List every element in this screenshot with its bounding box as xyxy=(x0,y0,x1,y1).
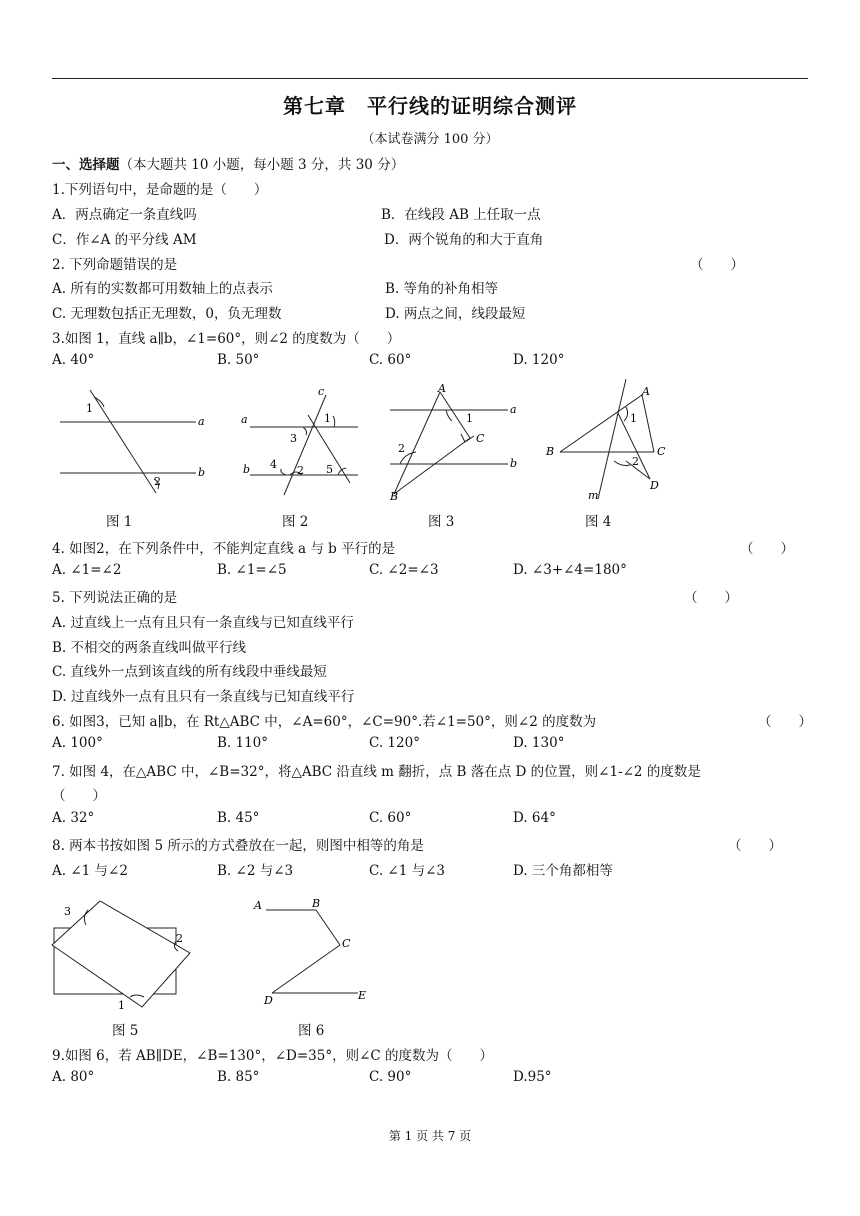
question-7-option-b: B. 45° xyxy=(217,810,260,826)
fig3-label-b: b xyxy=(510,457,518,470)
fig4-label-A: A xyxy=(642,385,650,398)
figure-6 xyxy=(248,895,378,1015)
question-4-option-d: D. ∠3+∠4=180° xyxy=(513,562,627,578)
figure-1 xyxy=(56,385,216,500)
fig2-label-5: 5 xyxy=(326,463,333,476)
question-3-option-a: A. 40° xyxy=(52,352,95,368)
figure-6-caption: 图 6 xyxy=(298,1023,325,1039)
question-9-stem: 9.如图 6，若 AB∥DE，∠B=130°，∠D=35°，则∠C 的度数为（ ） xyxy=(52,1048,494,1064)
question-5-option-b: B. 不相交的两条直线叫做平行线 xyxy=(52,640,247,656)
page-title: 第七章 平行线的证明综合测评 xyxy=(283,94,577,118)
question-9-option-d: D.95° xyxy=(513,1069,552,1085)
fig2-label-2: 2 xyxy=(297,464,304,477)
fig3-label-2: 2 xyxy=(398,442,405,455)
question-7-option-d: D. 64° xyxy=(513,810,556,826)
figure-3-caption: 图 3 xyxy=(428,514,455,530)
fig6-label-D: D xyxy=(264,994,273,1007)
question-4-answer-paren: （ ） xyxy=(740,541,794,557)
figure-5-caption: 图 5 xyxy=(112,1023,139,1039)
question-6-option-d: D. 130° xyxy=(513,735,565,751)
question-4-option-c: C. ∠2=∠3 xyxy=(369,562,439,578)
question-6-answer-paren: （ ） xyxy=(758,714,812,730)
fig1-label-a: a xyxy=(198,415,205,428)
figure-1-caption: 图 1 xyxy=(106,514,133,530)
figure-2-caption: 图 2 xyxy=(282,514,309,530)
page-subtitle: （本试卷满分 100 分） xyxy=(361,132,499,147)
fig1-label-1: 1 xyxy=(86,402,93,415)
figure-2 xyxy=(238,385,378,500)
question-2-stem: 2. 下列命题错误的是 xyxy=(52,257,178,273)
question-4-stem: 4. 如图2，在下列条件中，不能判定直线 a 与 b 平行的是 xyxy=(52,541,396,557)
question-8-option-c: C. ∠1 与∠3 xyxy=(369,863,446,879)
question-6-option-b: B. 110° xyxy=(217,735,269,751)
fig2-label-a: a xyxy=(241,413,248,426)
fig3-label-B: B xyxy=(390,490,399,503)
fig5-label-3: 3 xyxy=(64,905,71,918)
fig1-label-b: b xyxy=(198,466,206,479)
fig4-label-B: B xyxy=(546,445,555,458)
question-9-option-a: A. 80° xyxy=(52,1069,95,1085)
question-8-option-d: D. 三个角都相等 xyxy=(513,863,613,879)
fig1-label-2: 2 xyxy=(154,475,161,488)
question-8-option-b: B. ∠2 与∠3 xyxy=(217,863,294,879)
question-4-option-a: A. ∠1=∠2 xyxy=(52,562,122,578)
header-rule xyxy=(52,78,808,79)
figure-4 xyxy=(542,375,682,505)
fig2-label-c: c xyxy=(318,385,325,398)
question-9-option-b: B. 85° xyxy=(217,1069,260,1085)
question-6-option-a: A. 100° xyxy=(52,735,103,751)
question-7-option-a: A. 32° xyxy=(52,810,95,826)
question-7-option-c: C. 60° xyxy=(369,810,412,826)
figure-5 xyxy=(48,895,198,1015)
question-4-option-b: B. ∠1=∠5 xyxy=(217,562,287,578)
question-8-stem: 8. 两本书按如图 5 所示的方式叠放在一起，则图中相等的角是 xyxy=(52,838,424,854)
question-3-option-b: B. 50° xyxy=(217,352,260,368)
question-1-option-b: B．在线段 AB 上任取一点 xyxy=(381,207,541,223)
question-6-stem: 6. 如图3，已知 a∥b，在 Rt△ABC 中，∠A=60°，∠C=90°.若∠1=50°，则∠2 的度数为 xyxy=(52,714,597,730)
question-8-answer-paren: （ ） xyxy=(728,838,782,854)
question-5-option-a: A. 过直线上一点有且只有一条直线与已知直线平行 xyxy=(52,615,354,631)
question-1-option-c: C．作∠A 的平分线 AM xyxy=(52,232,197,248)
fig3-label-a: a xyxy=(510,403,517,416)
fig4-label-1: 1 xyxy=(630,412,637,425)
question-5-answer-paren: （ ） xyxy=(684,590,738,606)
figure-3 xyxy=(386,380,526,505)
question-7-stem: 7. 如图 4，在△ABC 中，∠B=32°，将△ABC 沿直线 m 翻折，点 B 落在点 D 的位置，则∠1-∠2 的度数是 xyxy=(52,764,701,780)
fig6-label-A: A xyxy=(254,899,262,912)
question-8-option-a: A. ∠1 与∠2 xyxy=(52,863,128,879)
fig6-label-B: B xyxy=(312,897,321,910)
question-5-option-d: D. 过直线外一点有且只有一条直线与已知直线平行 xyxy=(52,689,355,705)
fig3-label-C: C xyxy=(476,432,485,445)
question-2-option-d: D. 两点之间，线段最短 xyxy=(385,306,526,322)
question-5-option-c: C. 直线外一点到该直线的所有线段中垂线最短 xyxy=(52,664,327,680)
fig2-label-3: 3 xyxy=(290,432,297,445)
fig4-label-m: m xyxy=(588,489,599,502)
question-3-option-c: C. 60° xyxy=(369,352,412,368)
question-2-option-c: C. 无理数包括正无理数，0，负无理数 xyxy=(52,306,282,322)
section-heading xyxy=(52,153,404,173)
fig2-label-4: 4 xyxy=(270,458,277,471)
question-5-stem: 5. 下列说法正确的是 xyxy=(52,590,178,606)
section-note: （本大题共 10 小题，每小题 3 分，共 30 分） xyxy=(119,157,405,173)
page-footer: 第 1 页 共 7 页 xyxy=(388,1129,472,1143)
fig5-label-1: 1 xyxy=(118,999,125,1012)
section-title: 一、选择题 xyxy=(52,157,120,173)
fig2-label-1: 1 xyxy=(324,412,331,425)
fig6-label-C: C xyxy=(342,937,351,950)
question-7-answer-paren: （ ） xyxy=(52,788,106,804)
question-3-option-d: D. 120° xyxy=(513,352,565,368)
fig3-label-1: 1 xyxy=(466,412,473,425)
figure-4-caption: 图 4 xyxy=(585,514,612,530)
question-3-stem: 3.如图 1，直线 a∥b，∠1=60°，则∠2 的度数为（ ） xyxy=(52,331,401,347)
question-9-option-c: C. 90° xyxy=(369,1069,412,1085)
fig4-label-D: D xyxy=(650,479,659,492)
fig5-label-2: 2 xyxy=(176,932,183,945)
fig2-label-b: b xyxy=(243,463,251,476)
question-1-option-a: A．两点确定一条直线吗 xyxy=(52,207,197,223)
fig6-label-E: E xyxy=(358,989,367,1002)
fig4-label-2: 2 xyxy=(632,455,639,468)
fig4-label-C: C xyxy=(657,445,666,458)
question-6-option-c: C. 120° xyxy=(369,735,420,751)
question-2-answer-paren: （ ） xyxy=(690,257,744,273)
question-1-stem: 1.下列语句中，是命题的是（ ） xyxy=(52,182,268,198)
question-2-option-b: B. 等角的补角相等 xyxy=(385,281,499,297)
question-2-option-a: A. 所有的实数都可用数轴上的点表示 xyxy=(52,281,273,297)
fig3-label-A: A xyxy=(438,382,446,395)
question-1-option-d: D．两个锐角的和大于直角 xyxy=(384,232,544,248)
